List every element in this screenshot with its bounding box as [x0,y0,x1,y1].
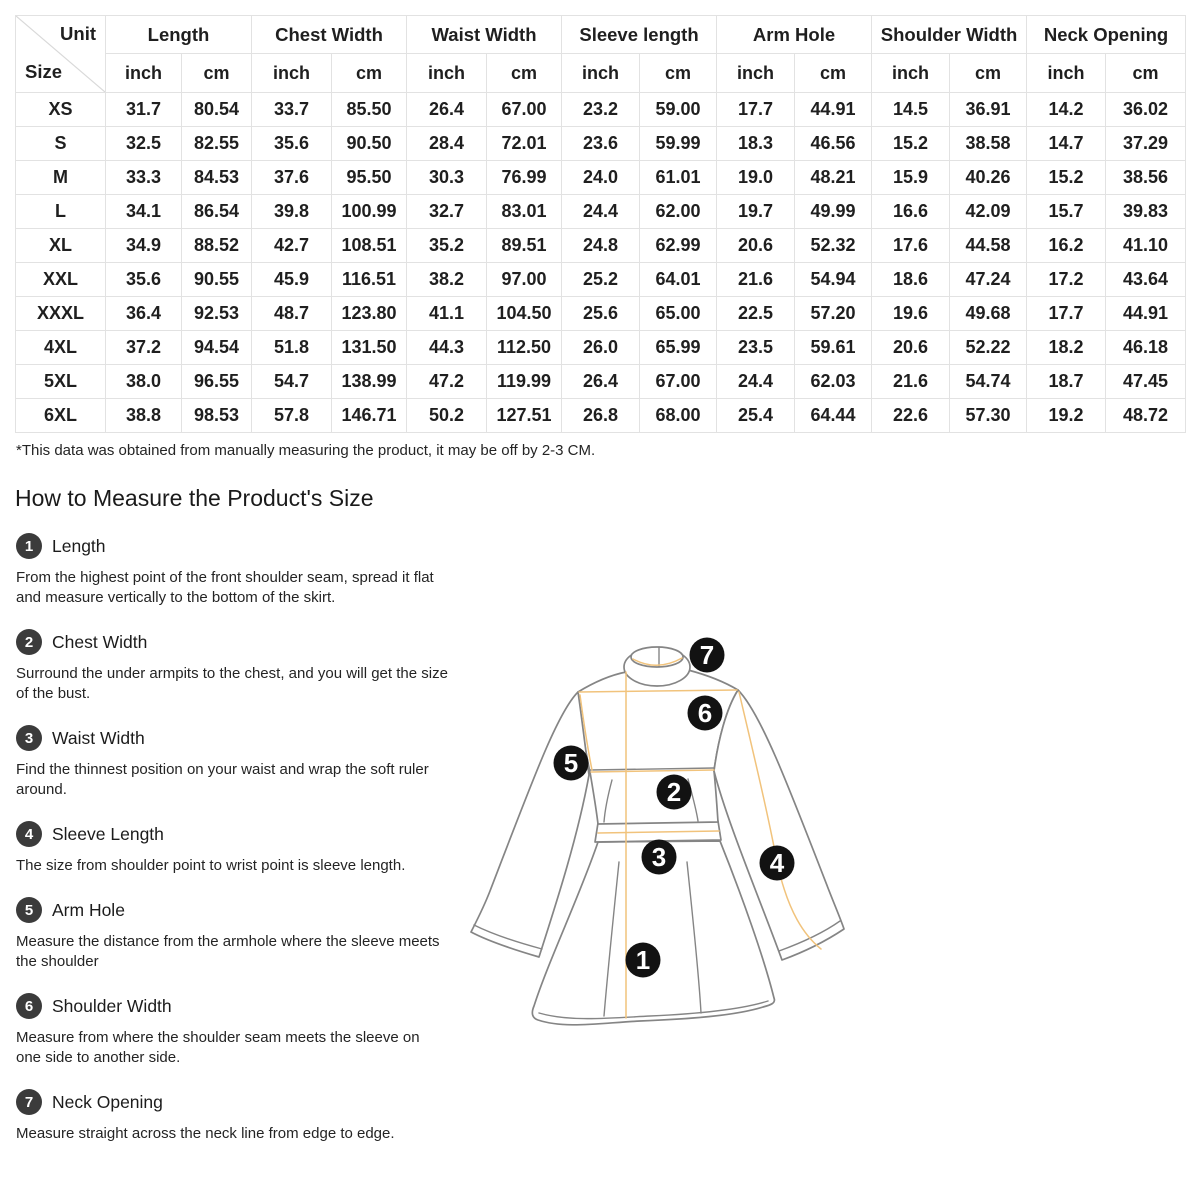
measurement-value-cell: 18.7 [1027,365,1106,399]
corner-size-label: Size [25,61,63,82]
table-group-header-row [16,16,1186,54]
measurement-value-cell: 50.2 [407,399,487,433]
measure-item-description: Find the thinnest position on your waist and wrap the soft ruler around. [16,761,429,798]
measurement-value-cell: 54.74 [950,365,1027,399]
measurement-value-cell: 65.00 [640,297,717,331]
measurement-value-cell: 48.72 [1106,399,1186,433]
measure-item-heading [16,725,448,751]
measurement-value-cell: 51.8 [252,331,332,365]
measurement-value-cell: 25.6 [562,297,640,331]
measurement-value-cell: 112.50 [487,331,562,365]
column-group-length: Length [106,16,252,54]
how-to-title: How to Measure the Product's Size [15,485,374,511]
measurement-value-cell: 37.6 [252,161,332,195]
measurement-value-cell: 38.0 [106,365,182,399]
measurement-value-cell: 37.2 [106,331,182,365]
measurement-value-cell: 62.00 [640,195,717,229]
measure-item-heading [16,821,448,847]
measurement-value-cell: 34.1 [106,195,182,229]
measurement-value-cell: 24.4 [717,365,795,399]
column-group-neck-opening: Neck Opening [1027,16,1186,54]
size-row [16,93,1186,127]
measurement-value-cell: 26.4 [407,93,487,127]
measure-item-description: The size from shoulder point to wrist point is sleeve length. [16,857,406,874]
measure-item-label: Waist Width [52,727,145,748]
measurement-value-cell: 61.01 [640,161,717,195]
measurement-value-cell: 52.32 [795,229,872,263]
measurement-value-cell: 48.21 [795,161,872,195]
measurement-value-cell: 31.7 [106,93,182,127]
unit-label-cm: cm [950,54,1027,93]
unit-label-cm: cm [640,54,717,93]
step-number-badge: 2 [16,629,42,655]
measurement-value-cell: 17.2 [1027,263,1106,297]
measurement-value-cell: 123.80 [332,297,407,331]
step-number-badge: 7 [16,1089,42,1115]
unit-label-cm: cm [332,54,407,93]
marker-6-shoulder [688,696,723,731]
measure-disclaimer: *This data was obtained from manually measuring the product, it may be off by 2-3 CM. [16,442,596,459]
unit-size-corner-cell [16,16,106,93]
measurement-value-cell: 39.83 [1106,195,1186,229]
measurement-value-cell: 18.3 [717,127,795,161]
measurement-value-cell: 25.4 [717,399,795,433]
unit-label-inch: inch [106,54,182,93]
table-unit-header-row [16,54,1186,93]
how-to-list [16,533,448,1144]
measurement-value-cell: 18.6 [872,263,950,297]
measurement-value-cell: 19.0 [717,161,795,195]
measurement-value-cell: 44.91 [795,93,872,127]
measurement-value-cell: 47.24 [950,263,1027,297]
measurement-value-cell: 20.6 [872,331,950,365]
measurement-value-cell: 72.01 [487,127,562,161]
measure-item-description: Measure from where the shoulder seam meets the sleeve on one side to another side. [16,1029,420,1066]
measurement-value-cell: 23.5 [717,331,795,365]
measurement-value-cell: 57.8 [252,399,332,433]
size-label-cell: M [16,161,106,195]
marker-4-sleeve [760,846,795,881]
measurement-value-cell: 15.2 [1027,161,1106,195]
column-group-chest-width: Chest Width [252,16,407,54]
measurement-value-cell: 84.53 [182,161,252,195]
step-number-badge: 1 [16,533,42,559]
measurement-value-cell: 21.6 [717,263,795,297]
measurement-value-cell: 17.7 [717,93,795,127]
measurement-value-cell: 44.58 [950,229,1027,263]
unit-label-cm: cm [795,54,872,93]
measure-item [16,725,448,800]
measurement-value-cell: 95.50 [332,161,407,195]
measurement-value-cell: 59.61 [795,331,872,365]
measure-item-description: Measure straight across the neck line from edge to edge. [16,1125,395,1142]
size-row [16,297,1186,331]
size-row [16,331,1186,365]
measure-item [16,993,448,1068]
svg-text:4: 4 [769,848,785,878]
measurement-value-cell: 88.52 [182,229,252,263]
measurement-value-cell: 30.3 [407,161,487,195]
svg-text:7: 7 [699,640,715,670]
svg-text:3: 3 [651,842,667,872]
measurement-value-cell: 26.4 [562,365,640,399]
step-number-badge: 6 [16,993,42,1019]
measure-item-label: Neck Opening [52,1091,163,1112]
measurement-value-cell: 15.7 [1027,195,1106,229]
measurement-value-cell: 146.71 [332,399,407,433]
measurement-value-cell: 46.56 [795,127,872,161]
measurement-value-cell: 35.2 [407,229,487,263]
size-row [16,229,1186,263]
measurement-value-cell: 38.2 [407,263,487,297]
size-chart-table [15,15,1186,433]
measurement-value-cell: 35.6 [252,127,332,161]
measurement-value-cell: 41.10 [1106,229,1186,263]
measurement-value-cell: 68.00 [640,399,717,433]
measurement-value-cell: 16.6 [872,195,950,229]
measurement-value-cell: 54.7 [252,365,332,399]
measurement-value-cell: 38.56 [1106,161,1186,195]
measure-item-description: Measure the distance from the armhole where the sleeve meets the shoulder [16,933,440,970]
measurement-value-cell: 19.7 [717,195,795,229]
measurement-value-cell: 47.45 [1106,365,1186,399]
measurement-value-cell: 14.5 [872,93,950,127]
step-number-badge: 4 [16,821,42,847]
measurement-value-cell: 18.2 [1027,331,1106,365]
measure-item [16,897,448,972]
measurement-value-cell: 34.9 [106,229,182,263]
measurement-value-cell: 83.01 [487,195,562,229]
size-row [16,399,1186,433]
measurement-value-cell: 39.8 [252,195,332,229]
measurement-value-cell: 20.6 [717,229,795,263]
measurement-value-cell: 98.53 [182,399,252,433]
measurement-value-cell: 54.94 [795,263,872,297]
measure-item-label: Arm Hole [52,899,125,920]
measurement-value-cell: 100.99 [332,195,407,229]
measurement-value-cell: 28.4 [407,127,487,161]
size-label-cell: XXL [16,263,106,297]
measurement-value-cell: 32.7 [407,195,487,229]
measurement-value-cell: 19.6 [872,297,950,331]
measurement-value-cell: 67.00 [640,365,717,399]
measurement-value-cell: 15.9 [872,161,950,195]
measurement-value-cell: 22.5 [717,297,795,331]
measurement-value-cell: 43.64 [1106,263,1186,297]
measure-item-heading [16,1089,448,1115]
measurement-value-cell: 59.99 [640,127,717,161]
measurement-value-cell: 38.58 [950,127,1027,161]
measure-item [16,821,448,876]
measurement-value-cell: 52.22 [950,331,1027,365]
size-label-cell: 5XL [16,365,106,399]
measurement-value-cell: 17.6 [872,229,950,263]
unit-label-inch: inch [872,54,950,93]
step-number-badge: 5 [16,897,42,923]
column-group-waist-width: Waist Width [407,16,562,54]
measurement-value-cell: 48.7 [252,297,332,331]
measurement-value-cell: 96.55 [182,365,252,399]
measure-item-label: Sleeve Length [52,823,164,844]
measurement-value-cell: 44.3 [407,331,487,365]
measurement-value-cell: 37.29 [1106,127,1186,161]
measurement-value-cell: 49.99 [795,195,872,229]
measurement-value-cell: 45.9 [252,263,332,297]
measurement-value-cell: 26.8 [562,399,640,433]
measurement-value-cell: 116.51 [332,263,407,297]
measurement-value-cell: 36.4 [106,297,182,331]
measurement-value-cell: 24.0 [562,161,640,195]
svg-text:2: 2 [666,777,682,807]
measure-item-description: From the highest point of the front shoulder seam, spread it flat and measure vertically to the bottom of the skirt. [16,569,434,606]
unit-label-inch: inch [562,54,640,93]
measurement-value-cell: 82.55 [182,127,252,161]
unit-label-inch: inch [717,54,795,93]
column-group-arm-hole: Arm Hole [717,16,872,54]
measurement-value-cell: 24.4 [562,195,640,229]
measurement-value-cell: 46.18 [1106,331,1186,365]
measure-item-label: Shoulder Width [52,995,172,1016]
measurement-value-cell: 67.00 [487,93,562,127]
measurement-value-cell: 97.00 [487,263,562,297]
measurement-value-cell: 57.30 [950,399,1027,433]
dress-collar-opening [631,647,683,667]
measurement-value-cell: 59.00 [640,93,717,127]
unit-label-cm: cm [182,54,252,93]
measurement-value-cell: 21.6 [872,365,950,399]
measurement-value-cell: 64.01 [640,263,717,297]
measurement-value-cell: 38.8 [106,399,182,433]
unit-label-inch: inch [407,54,487,93]
marker-5-armhole [554,746,589,781]
column-group-shoulder-width: Shoulder Width [872,16,1027,54]
measurement-value-cell: 127.51 [487,399,562,433]
size-row [16,161,1186,195]
size-table-body [16,93,1186,433]
measurement-value-cell: 32.5 [106,127,182,161]
measure-item-label: Chest Width [52,631,148,652]
size-label-cell: L [16,195,106,229]
marker-2-chest [657,775,692,810]
size-label-cell: XL [16,229,106,263]
measurement-value-cell: 90.55 [182,263,252,297]
svg-text:1: 1 [635,945,651,975]
measurement-value-cell: 92.53 [182,297,252,331]
measure-item-description: Surround the under armpits to the chest, and you will get the size of the bust. [16,665,448,702]
measurement-value-cell: 14.7 [1027,127,1106,161]
measurement-value-cell: 41.1 [407,297,487,331]
measurement-value-cell: 89.51 [487,229,562,263]
size-label-cell: XS [16,93,106,127]
measurement-value-cell: 108.51 [332,229,407,263]
dress-bodice [578,670,738,824]
measurement-value-cell: 65.99 [640,331,717,365]
measurement-value-cell: 15.2 [872,127,950,161]
measurement-value-cell: 62.03 [795,365,872,399]
corner-unit-label: Unit [60,23,96,44]
measurement-value-cell: 104.50 [487,297,562,331]
measurement-value-cell: 64.44 [795,399,872,433]
size-row [16,263,1186,297]
measurement-value-cell: 49.68 [950,297,1027,331]
measurement-value-cell: 36.91 [950,93,1027,127]
measurement-value-cell: 44.91 [1106,297,1186,331]
measurement-value-cell: 14.2 [1027,93,1106,127]
measurement-value-cell: 24.8 [562,229,640,263]
measurement-value-cell: 86.54 [182,195,252,229]
measurement-value-cell: 131.50 [332,331,407,365]
measurement-value-cell: 119.99 [487,365,562,399]
unit-label-inch: inch [1027,54,1106,93]
measurement-value-cell: 23.6 [562,127,640,161]
measurement-value-cell: 80.54 [182,93,252,127]
measurement-value-cell: 36.02 [1106,93,1186,127]
measurement-value-cell: 42.09 [950,195,1027,229]
dress-measurement-diagram [430,610,880,1080]
measurement-value-cell: 26.0 [562,331,640,365]
size-label-cell: S [16,127,106,161]
measure-item-heading [16,533,448,559]
unit-label-cm: cm [1106,54,1186,93]
svg-text:6: 6 [697,698,713,728]
measurement-value-cell: 33.3 [106,161,182,195]
measure-item-label: Length [52,535,106,556]
column-group-sleeve-length: Sleeve length [562,16,717,54]
size-label-cell: 4XL [16,331,106,365]
size-label-cell: XXXL [16,297,106,331]
size-row [16,365,1186,399]
measurement-value-cell: 57.20 [795,297,872,331]
measurement-value-cell: 35.6 [106,263,182,297]
measurement-value-cell: 62.99 [640,229,717,263]
measurement-value-cell: 40.26 [950,161,1027,195]
size-row [16,195,1186,229]
measurement-value-cell: 19.2 [1027,399,1106,433]
measurement-value-cell: 23.2 [562,93,640,127]
measurement-value-cell: 90.50 [332,127,407,161]
measurement-value-cell: 138.99 [332,365,407,399]
measure-item [16,1089,448,1144]
marker-3-waist [642,840,677,875]
measurement-value-cell: 22.6 [872,399,950,433]
svg-text:5: 5 [563,748,579,778]
unit-label-inch: inch [252,54,332,93]
measure-item-heading [16,897,448,923]
measure-item-heading [16,629,448,655]
measurement-value-cell: 42.7 [252,229,332,263]
measure-item [16,629,448,704]
step-number-badge: 3 [16,725,42,751]
measurement-value-cell: 16.2 [1027,229,1106,263]
measurement-value-cell: 94.54 [182,331,252,365]
measure-item [16,533,448,608]
unit-label-cm: cm [487,54,562,93]
measurement-value-cell: 47.2 [407,365,487,399]
measurement-value-cell: 76.99 [487,161,562,195]
marker-7-neck [690,638,725,673]
measure-item-heading [16,993,448,1019]
measurement-value-cell: 17.7 [1027,297,1106,331]
marker-1-length [626,943,661,978]
measurement-value-cell: 33.7 [252,93,332,127]
measurement-value-cell: 85.50 [332,93,407,127]
measurement-value-cell: 25.2 [562,263,640,297]
size-label-cell: 6XL [16,399,106,433]
size-row [16,127,1186,161]
